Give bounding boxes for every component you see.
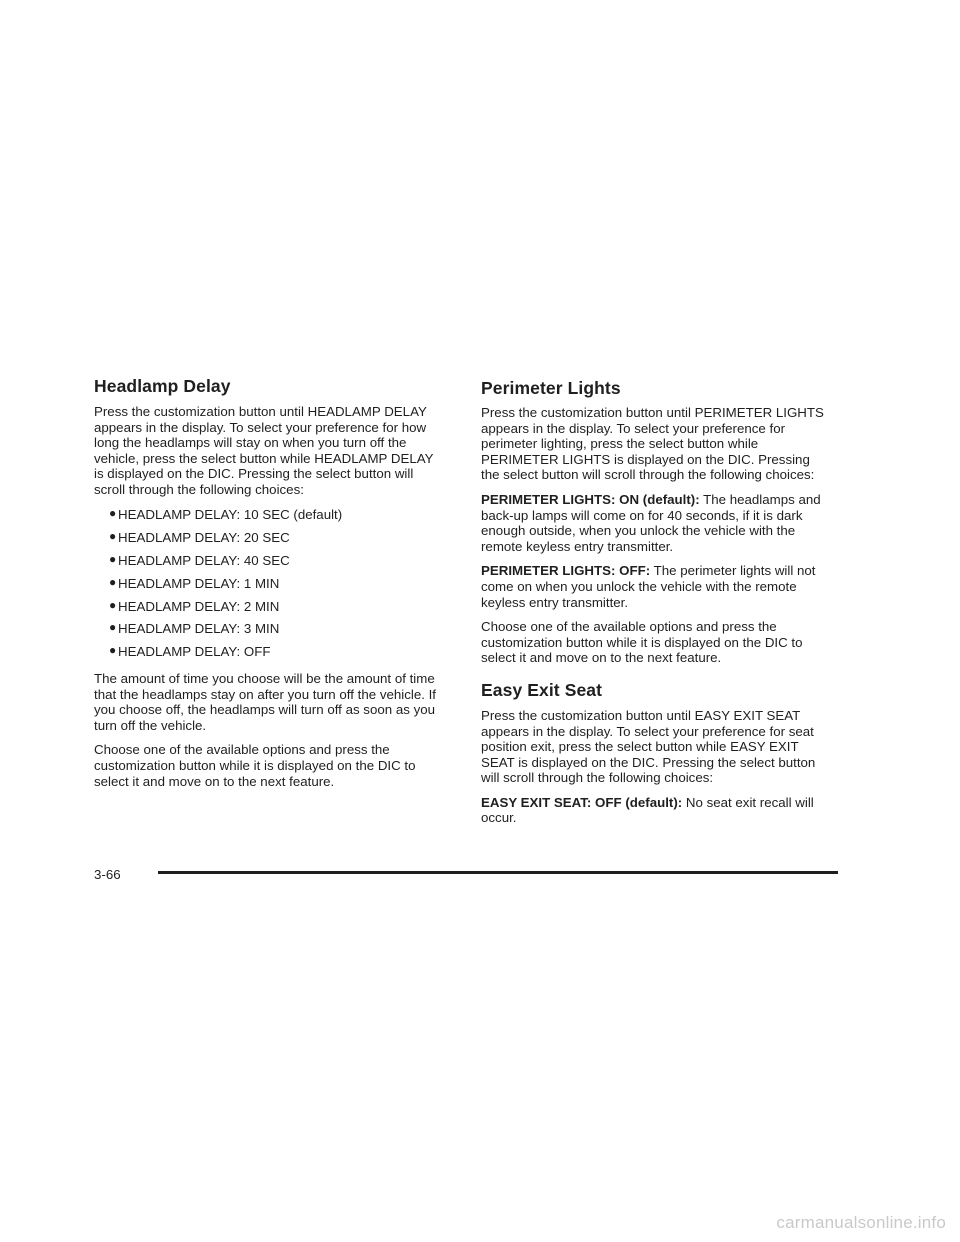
easy-exit-seat-off [481,795,827,826]
perimeter-on-label: PERIMETER LIGHTS: ON (default): [481,491,700,507]
list-item: ● HEADLAMP DELAY: 10 SEC (default) [109,505,343,522]
list-item: ● HEADLAMP DELAY: 2 MIN [109,597,280,614]
left-column [94,376,440,798]
perimeter-lights-off [481,563,827,610]
section-heading-easy-exit-seat: Easy Exit Seat [481,679,603,700]
bullet-icon: ● [109,505,117,520]
right-column [481,378,827,835]
perimeter-on-text: The headlamps and back-up lamps will come on for 40 seconds, if it is dark enough outside, when you unlock the vehicle with the remote keyless entry transmitter. [481,491,821,554]
footer-divider [158,871,838,874]
bullet-icon: ● [109,574,117,589]
list-item: ● HEADLAMP DELAY: OFF [109,643,271,660]
section-heading-headlamp-delay: Headlamp Delay [94,376,231,396]
easy-exit-label: EASY EXIT SEAT: OFF (default): [481,794,683,810]
watermark-text: carmanualsonline.info [776,1213,946,1232]
perimeter-off-label: PERIMETER LIGHTS: OFF: [481,563,651,579]
bullet-icon: ● [109,551,117,566]
section-heading-perimeter-lights: Perimeter Lights [481,378,621,398]
bullet-icon: ● [109,528,117,543]
list-item: ● HEADLAMP DELAY: 1 MIN [109,574,280,591]
list-item: ● HEADLAMP DELAY: 40 SEC [109,551,290,568]
easy-exit-seat-intro: Press the customization button until EASY EXIT SEAT appears in the display. To select your preference for seat position exit, press the select button while EASY EXIT SEAT is displayed on the DIC. Pressing the select button will scroll through the following choices: [481,707,816,786]
perimeter-lights-choose: Choose one of the available options and press the customization button while it is displayed on the DIC to select it and move on to the next feature. [481,619,803,666]
page-number: 3-66 [94,867,121,882]
perimeter-off-text: The perimeter lights will not come on when you unlock the vehicle with the remote keyless entry transmitter. [481,563,816,610]
perimeter-lights-intro: Press the customization button until PERIMETER LIGHTS appears in the display. To select your preference for perimeter lighting, press the select button while PERIMETER LIGHTS is displayed on the DIC. Pressing the select button will scroll through the following choices: [481,405,824,483]
headlamp-delay-intro: Press the customization button until HEADLAMP DELAY appears in the display. To select your preference for how long the headlamps will stay on when you turn off the vehicle, press the select button while HEADLAMP DELAY is displayed on the DIC. Pressing the select button will scroll through the following choices: [94,404,434,497]
headlamp-delay-explanation: The amount of time you choose will be the amount of time that the headlamps stay on after you turn off the vehicle. If you choose off, the headlamps will turn off as soon as you turn off the vehicle. [94,671,436,733]
list-item: ● HEADLAMP DELAY: 3 MIN [109,620,280,637]
perimeter-lights-on [481,492,827,554]
headlamp-delay-choose: Choose one of the available options and press the customization button while it is displayed on the DIC to select it and move on to the next feature. [94,742,416,789]
bullet-icon: ● [109,620,117,635]
list-item: ● HEADLAMP DELAY: 20 SEC [109,528,290,545]
easy-exit-text: No seat exit recall will occur. [481,794,814,826]
bullet-icon: ● [109,597,117,612]
headlamp-delay-options [94,507,440,661]
bullet-icon: ● [109,643,117,658]
